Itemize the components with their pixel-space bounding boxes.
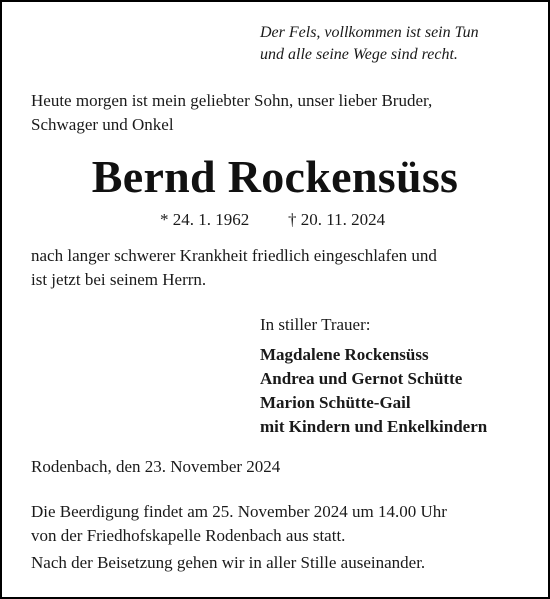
place-and-date: Rodenbach, den 23. November 2024 xyxy=(31,457,281,476)
funeral-line-2: von der Friedhofskapelle Rodenbach aus statt. xyxy=(31,526,346,545)
mourner-name: mit Kindern und Enkelkindern xyxy=(260,417,488,436)
birth-date: * 24. 1. 1962 xyxy=(160,210,250,229)
death-description xyxy=(31,244,437,292)
death-date: † 20. 11. 2024 xyxy=(288,210,386,229)
description-line-2: ist jetzt bei seinem Herrn. xyxy=(31,270,207,289)
mourner-name: Andrea und Gernot Schütte xyxy=(260,369,463,388)
funeral-line-1: Die Beerdigung findet am 25. November 2024 um 14.00 Uhr xyxy=(31,502,447,521)
closing-note: Nach der Beisetzung gehen wir in aller Stille auseinander. xyxy=(31,553,426,572)
funeral-info xyxy=(31,500,447,548)
mourner-name: Magdalene Rockensüss xyxy=(260,345,429,364)
mourners-block xyxy=(260,313,487,439)
quote-line-2: und alle seine Wege sind recht. xyxy=(260,46,458,63)
deceased-name: Bernd Rockensüss xyxy=(91,151,459,202)
description-line-1: nach langer schwerer Krankheit friedlich eingeschlafen und xyxy=(31,246,437,265)
intro-line-1: Heute morgen ist mein geliebter Sohn, unser lieber Bruder, xyxy=(31,91,433,110)
intro-line-2: Schwager und Onkel xyxy=(31,115,174,134)
quote-line-1: Der Fels, vollkommen ist sein Tun xyxy=(260,24,479,41)
mourners-heading: In stiller Trauer: xyxy=(260,315,371,334)
intro-text xyxy=(31,89,432,137)
mourner-name: Marion Schütte-Gail xyxy=(260,393,411,412)
bible-quote xyxy=(260,22,528,66)
